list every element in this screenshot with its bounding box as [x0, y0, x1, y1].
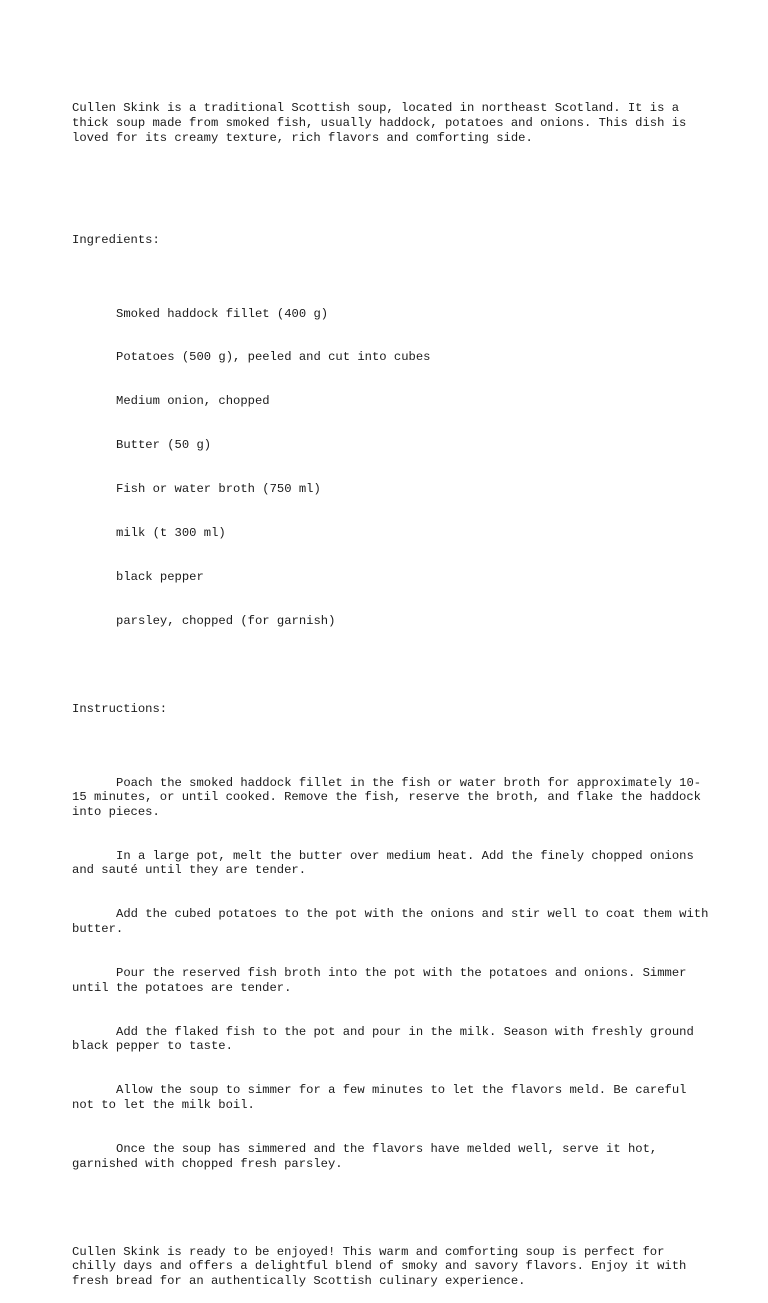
- paragraph-spacer: [72, 175, 712, 190]
- instruction-step: In a large pot, melt the butter over medium heat. Add the finely chopped onions and sauté until they are tender.: [72, 848, 702, 878]
- ingredient-item: Fish or water broth (750 ml): [116, 482, 321, 497]
- ingredients-heading: Ingredients:: [72, 233, 160, 248]
- ingredient-item: Medium onion, chopped: [116, 394, 270, 409]
- instruction-step: Add the flaked fish to the pot and pour in the milk. Season with freshly ground black pepper to taste.: [72, 1024, 702, 1054]
- ingredient-item: Potatoes (500 g), peeled and cut into cubes: [116, 350, 431, 365]
- instruction-step: Allow the soup to simmer for a few minutes to let the flavors meld. Be careful not to let the milk boil.: [72, 1083, 694, 1112]
- ingredient-item: Smoked haddock fillet (400 g): [116, 306, 329, 321]
- intro-paragraph: Cullen Skink is a traditional Scottish soup, located in northeast Scotland. It is a thick soup made from smoked fish, usually haddock, potatoes and onions. This dish is loved for its creamy texture, rich flavors and comforting side.: [72, 101, 694, 145]
- instruction-step: Pour the reserved fish broth into the pot with the potatoes and onions. Simmer until the potatoes are tender.: [72, 966, 694, 995]
- ingredient-item: Butter (50 g): [116, 438, 212, 453]
- ingredient-item: milk (t 300 ml): [116, 526, 226, 541]
- ingredient-item: black pepper: [116, 570, 204, 585]
- instructions-list: [72, 746, 716, 1200]
- ingredients-list: [72, 277, 712, 658]
- document-page: [72, 72, 716, 1303]
- ingredient-item: parsley, chopped (for garnish): [116, 614, 336, 629]
- closing-paragraph: Cullen Skink is ready to be enjoyed! This warm and comforting soup is perfect for chilly days and offers a delightful blend of smoky and savory flavors. Enjoy it with fresh bread for an authentically Scottish culinary experience.: [72, 1244, 694, 1288]
- instruction-step: Poach the smoked haddock fillet in the fish or water broth for approximately 10-15 minutes, or until cooked. Remove the fish, reserve the broth, and flake the haddock into pieces.: [72, 775, 709, 819]
- instruction-step: Add the cubed potatoes to the pot with the onions and stir well to coat them with butter.: [72, 907, 716, 937]
- instruction-step: Once the soup has simmered and the flavors have melded well, serve it hot, garnished with chopped fresh parsley.: [72, 1141, 665, 1171]
- instructions-heading: Instructions:: [72, 702, 168, 717]
